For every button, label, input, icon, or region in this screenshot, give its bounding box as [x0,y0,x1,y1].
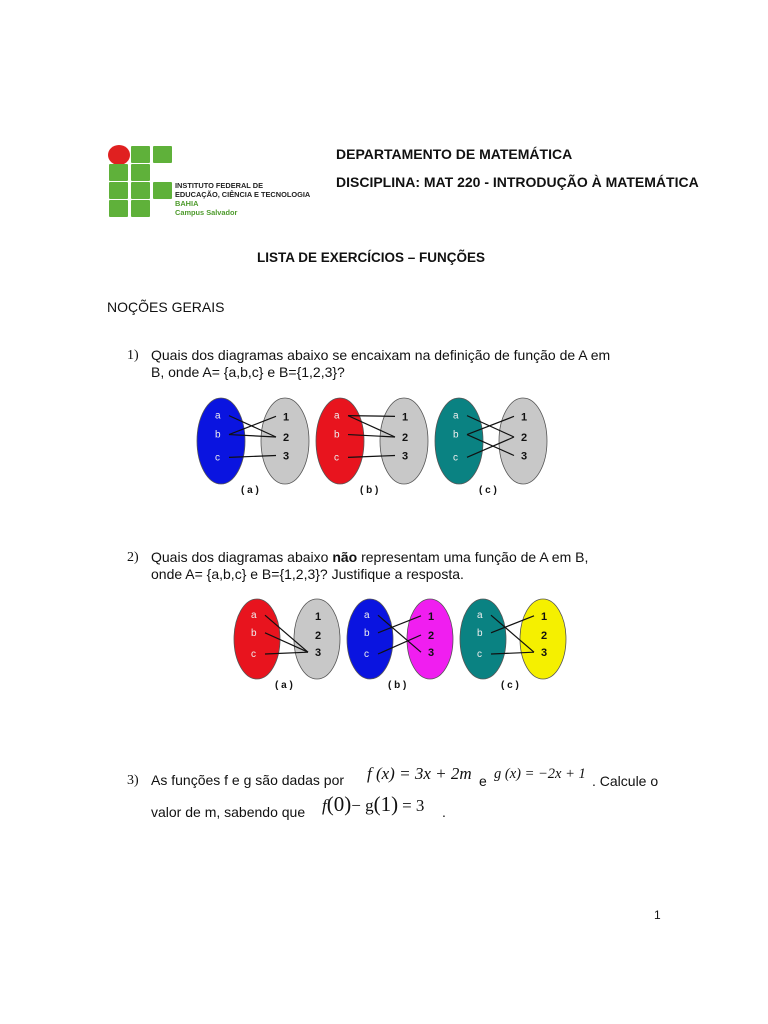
mapping-diagram-2 [347,599,453,691]
domain-element-c: c [334,452,339,464]
codomain-element-1: 1 [315,610,322,623]
codomain-element-3: 3 [521,450,528,463]
domain-element-a: a [477,610,483,622]
codomain-element-2: 2 [402,432,409,444]
question-1-line-2: B, onde A= {a,b,c} e B={1,2,3}? [151,364,345,380]
diagram-label: ( a ) [275,680,293,691]
diagram-label: ( c ) [501,680,519,691]
page-number: 1 [654,908,661,922]
condition-equals: = 3 [402,796,425,815]
diagram-label: ( b ) [388,680,407,691]
codomain-element-3: 3 [283,450,290,463]
domain-element-b: b [364,627,370,639]
codomain-element-3: 3 [428,647,435,660]
domain-element-a: a [453,410,459,422]
department-heading: DEPARTAMENTO DE MATEMÁTICA [336,146,573,162]
question-3-number: 3) [127,773,139,788]
codomain-element-2: 2 [283,432,290,444]
domain-ellipse [234,599,280,679]
diagram-label: ( a ) [241,485,259,496]
domain-ellipse [435,398,483,484]
question-2-text [151,549,671,583]
question-3-conjunction: e [479,773,487,789]
codomain-element-1: 1 [283,411,290,424]
codomain-element-3: 3 [402,450,409,463]
logo-line-1: INSTITUTO FEDERAL DE [175,181,264,190]
function-f-expression: f (x) = 3x + 2m [367,764,472,783]
domain-element-b: b [251,627,257,639]
codomain-element-2: 2 [315,630,322,642]
question-1-text [151,347,671,381]
question-3-text2: . Calcule o [592,773,659,789]
question-2-line-1 [151,549,671,566]
domain-element-a: a [251,610,257,622]
mapping-diagram-1 [197,398,309,496]
question-1-number: 1) [127,348,139,363]
mapping-diagram-1 [234,599,340,691]
domain-ellipse [347,599,393,679]
page-title: LISTA DE EXERCÍCIOS – FUNÇÕES [257,250,486,265]
mapping-arrow [348,416,395,417]
question-1-line-1: Quais dos diagramas abaixo se encaixam na definição de função de A em [151,347,611,363]
condition-expression [322,792,424,817]
question-2-diagrams [232,597,577,695]
codomain-element-2: 2 [428,630,435,642]
logo-line-4: Campus Salvador [175,208,238,217]
domain-ellipse [460,599,506,679]
domain-element-b: b [334,429,340,441]
logo-red-dot [108,145,130,165]
domain-ellipse [316,398,364,484]
condition-minus-g: − g [351,796,374,815]
domain-element-b: b [215,429,221,441]
question-3-text1: As funções f e g são dadas por [151,772,345,788]
codomain-element-3: 3 [541,647,548,660]
domain-element-c: c [364,649,369,660]
diagram-label: ( b ) [360,485,379,496]
domain-element-a: a [364,610,370,622]
codomain-element-1: 1 [428,610,435,623]
question-1-diagrams [195,396,565,500]
question-3-text3: valor de m, sabendo que [151,804,306,820]
question-2-line-1-start: Quais dos diagramas abaixo [151,549,333,565]
mapping-diagram-3 [460,599,566,691]
question-2-number: 2) [127,550,139,565]
diagram-label: ( c ) [479,485,497,496]
domain-element-c: c [251,649,256,660]
domain-element-c: c [477,649,482,660]
mapping-diagram-3 [435,398,547,496]
discipline-heading: DISCIPLINA: MAT 220 - INTRODUÇÃO À MATEMÁTICA [336,174,699,190]
question-2-line-1-end: representam uma função de A em B, [357,549,589,565]
domain-element-a: a [215,410,221,422]
question-2-line-2: onde A= {a,b,c} e B={1,2,3}? Justifique a resposta. [151,566,464,582]
codomain-element-3: 3 [315,647,322,660]
condition-arg-1: (1) [373,792,399,816]
question-3-period: . [442,804,446,820]
section-heading: NOÇÕES GERAIS [107,299,225,315]
function-g-expression: g (x) = −2x + 1 [494,766,586,782]
domain-element-b: b [453,429,459,441]
codomain-element-2: 2 [541,630,548,642]
logo-line-3: BAHIA [175,199,199,208]
mapping-diagram-2 [316,398,428,496]
question-2-emphasis: não [332,549,358,565]
codomain-element-1: 1 [402,411,409,424]
condition-arg-0: (0) [326,792,352,816]
domain-element-b: b [477,627,483,639]
logo-text [175,181,310,217]
domain-ellipse [197,398,245,484]
domain-element-a: a [334,410,340,422]
codomain-element-1: 1 [521,411,528,424]
domain-element-c: c [453,452,458,464]
domain-element-c: c [215,452,220,464]
logo-line-2: EDUCAÇÃO, CIÊNCIA E TECNOLOGIA [175,190,311,199]
institution-logo [108,145,338,221]
codomain-element-1: 1 [541,610,548,623]
condition-f: f [322,796,327,815]
codomain-element-2: 2 [521,432,528,444]
